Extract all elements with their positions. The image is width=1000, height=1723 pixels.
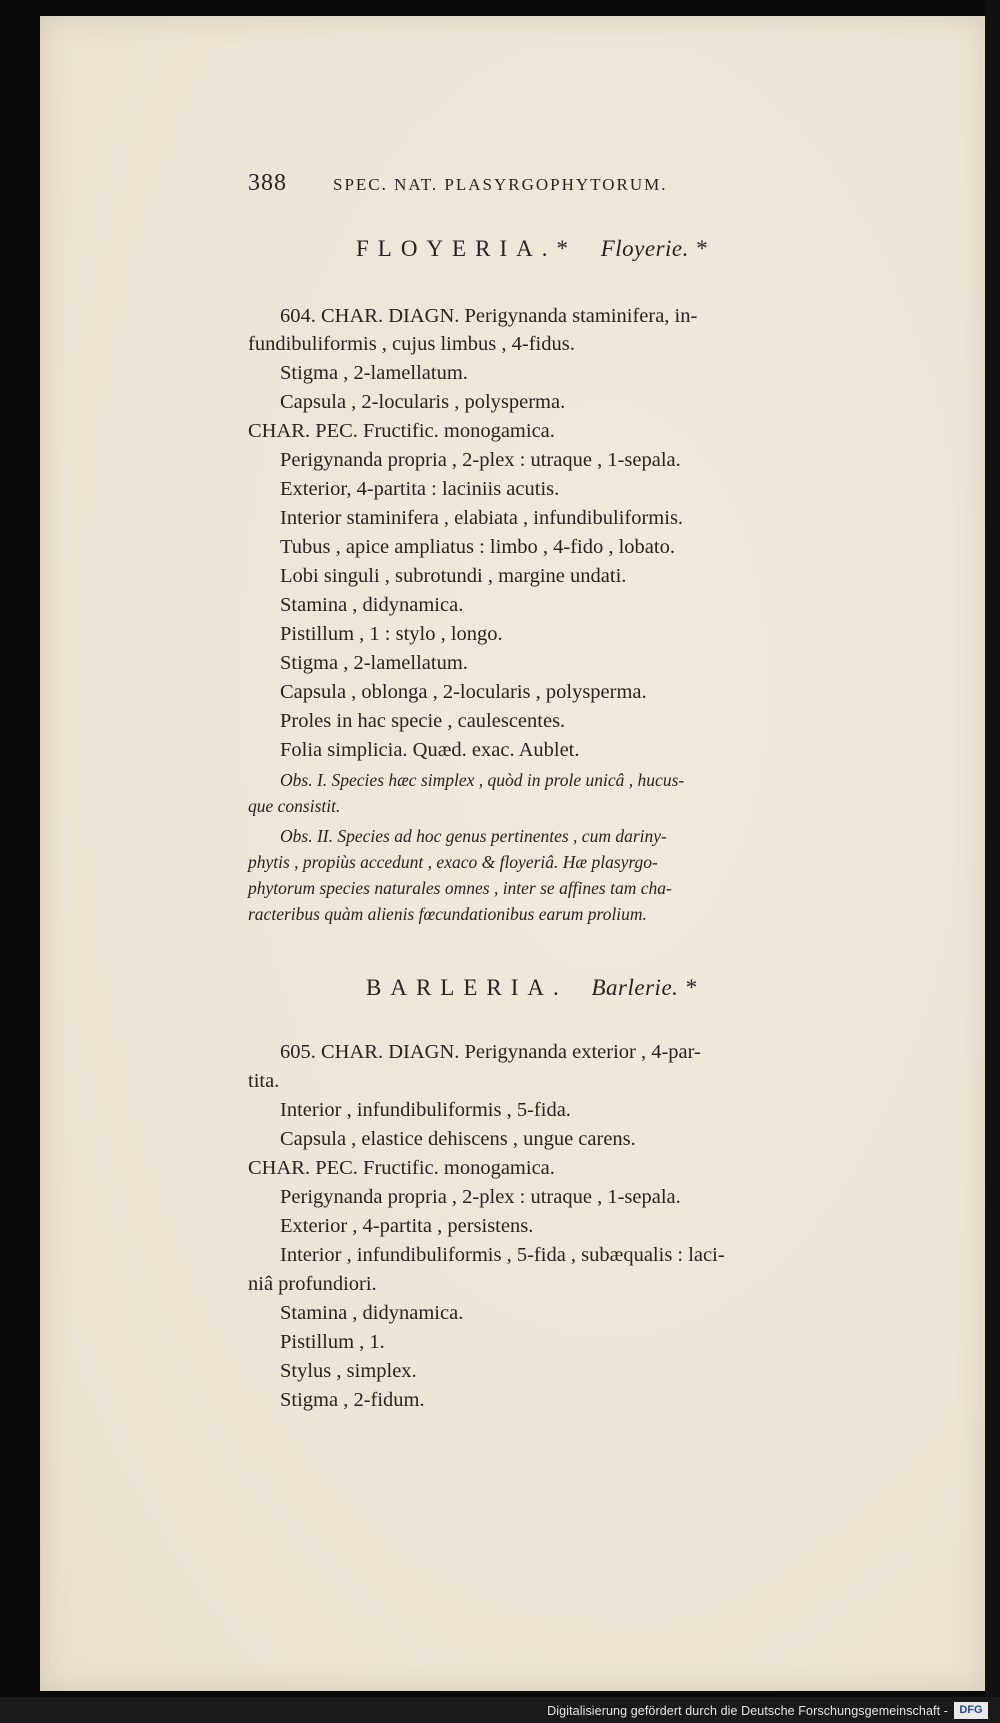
- text-line: Interior staminifera , elabiata , infundibuliformis.: [280, 507, 684, 529]
- genus-name: FLOYERIA.*: [356, 236, 577, 261]
- observation-line: phytis , propiùs accedunt , exaco & floyeriâ. Hæ plasyrgo-: [248, 852, 658, 872]
- text-line: Tubus , apice ampliatus : limbo , 4-fido , lobato.: [280, 536, 675, 558]
- text-line: Lobi singuli , subrotundi , margine undati.: [280, 565, 627, 587]
- text-line: Stigma , 2-lamellatum.: [280, 362, 468, 384]
- text-line: Stigma , 2-lamellatum.: [280, 652, 468, 674]
- text-line: Stamina , didynamica.: [280, 594, 464, 616]
- digitization-credit: Digitalisierung gefördert durch die Deutsche Forschungsgemeinschaft -: [547, 1704, 948, 1718]
- text-line: Stigma , 2-fidum.: [280, 1389, 425, 1411]
- text-line: Perigynanda propria , 2-plex : utraque , 1-sepala.: [280, 449, 681, 471]
- observation-line: racteribus quàm alienis fœcundationibus earum prolium.: [248, 904, 647, 924]
- text-line: Proles in hac specie , caulescentes.: [280, 710, 566, 732]
- text-line: tita.: [248, 1070, 280, 1092]
- text-line: fundibuliformis , cujus limbus , 4-fidus.: [248, 333, 575, 355]
- text-line: niâ profundiori.: [248, 1273, 377, 1295]
- observation-line: que consistit.: [248, 796, 341, 816]
- running-header: [248, 170, 668, 197]
- running-title: SPEC. NAT. PLASYRGOPHYTORUM.: [333, 175, 668, 194]
- text-line: Perigynanda propria , 2-plex : utraque , 1-sepala.: [280, 1186, 681, 1208]
- observation-line: phytorum species naturales omnes , inter se affines tam cha-: [248, 878, 672, 898]
- page-edge: [985, 0, 1000, 1723]
- dfg-logo: DFG: [954, 1702, 988, 1719]
- genus-heading-barleria: [366, 975, 697, 1001]
- text-line: Pistillum , 1 : stylo , longo.: [280, 623, 503, 645]
- text-line: Interior , infundibuliformis , 5-fida.: [280, 1099, 571, 1121]
- text-line: Folia simplicia. Quæd. exac. Aublet.: [280, 739, 580, 761]
- genus-vernacular: Barlerie. *: [591, 975, 697, 1000]
- text-line: Capsula , elastice dehiscens , ungue carens.: [280, 1128, 636, 1150]
- genus-name: BARLERIA.: [366, 975, 568, 1000]
- text-line: Interior , infundibuliformis , 5-fida , subæqualis : laci-: [280, 1244, 725, 1266]
- observation-line: Obs. I. Species hæc simplex , quòd in prole unicâ , hucus-: [280, 770, 685, 790]
- page-number: 388: [248, 170, 287, 196]
- text-line: Capsula , 2-locularis , polysperma.: [280, 391, 566, 413]
- text-line: Exterior , 4-partita , persistens.: [280, 1215, 534, 1237]
- text-line: Stamina , didynamica.: [280, 1302, 464, 1324]
- genus-heading-floyeria: [356, 236, 707, 262]
- observation-line: Obs. II. Species ad hoc genus pertinentes , cum dariny-: [280, 826, 667, 846]
- genus-vernacular: Floyerie. *: [600, 236, 708, 261]
- text-line: Exterior, 4-partita : laciniis acutis.: [280, 478, 560, 500]
- text-line: CHAR. PEC. Fructific. monogamica.: [248, 420, 555, 442]
- text-line: CHAR. PEC. Fructific. monogamica.: [248, 1157, 555, 1179]
- text-line: Stylus , simplex.: [280, 1360, 417, 1382]
- text-line: 605. CHAR. DIAGN. Perigynanda exterior , 4-par-: [280, 1041, 701, 1063]
- text-line: Capsula , oblonga , 2-locularis , polysperma.: [280, 681, 647, 703]
- text-line: 604. CHAR. DIAGN. Perigynanda staminifera, in-: [280, 305, 698, 327]
- text-line: Pistillum , 1.: [280, 1331, 385, 1353]
